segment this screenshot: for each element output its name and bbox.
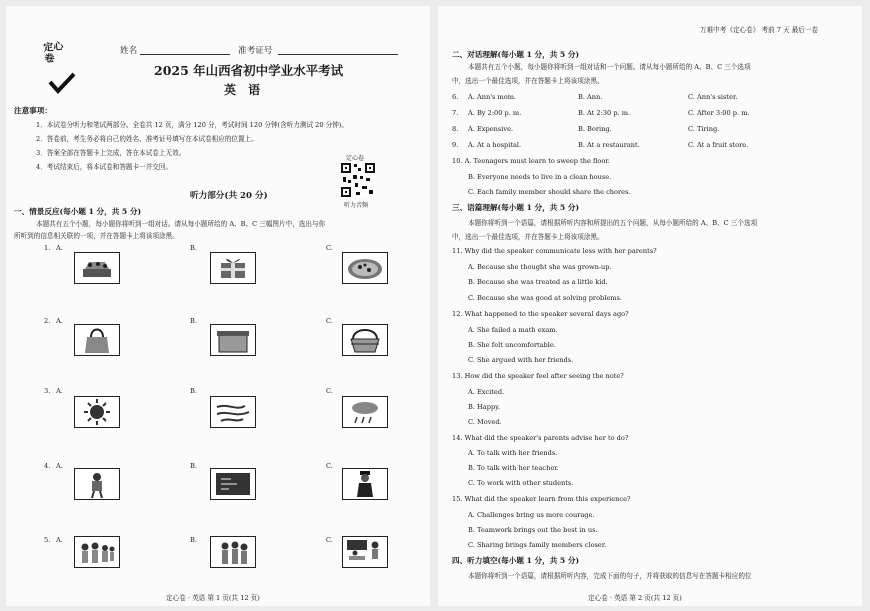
section-2-heading: 二、对话理解(每小题 1 分，共 5 分) [452,50,580,59]
option-letter: C. [326,387,333,395]
question-number: 6. [452,93,459,101]
option-b[interactable]: B. She felt uncomfortable. [468,341,556,349]
section-1-heading: 一、情景反应(每小题 1 分，共 5 分) [14,207,142,216]
section-1-intro: 本题共有五个小题，每小题你将听到一组对话。请从每小题所给的 A、B、C 三幅图片中，选出与你 [36,220,326,228]
id-blank[interactable] [278,54,398,55]
question-number: 9. [452,141,459,149]
notice-heading: 注意事项： [14,106,52,115]
question-number: 5. [44,536,51,544]
option-c[interactable]: C. Moved. [468,418,502,426]
question-number: 7. [452,109,459,117]
option-c[interactable]: C. After 3:00 p. m. [688,109,750,117]
section-4-heading: 四、听力填空(每小题 1 分，共 5 分) [452,556,580,565]
option-letter: B. [190,387,197,395]
option-letter: A. [56,462,63,470]
option-b[interactable]: B. At a restaurant. [578,141,640,149]
question-text: 12. What happened to the speaker several days ago? [452,310,629,318]
question-text: 15. What did the speaker learn from this experience? [452,495,631,503]
option-c[interactable]: C. Because she was good at solving problems. [468,294,623,302]
option-letter: A. [56,536,63,544]
option-c[interactable]: C. At a fruit store. [688,141,749,149]
option-letter: C. [326,536,333,544]
option-a[interactable]: A. To talk with her friends. [468,449,558,457]
question-text: 13. How did the speaker feel after seeing the note? [452,372,624,380]
option-b[interactable]: B. Boring. [578,125,612,133]
question-10-option-a[interactable]: 10. A. Teenagers must learn to sweep the floor. [452,157,610,165]
bag-icon[interactable] [74,324,120,356]
stamp-logo: 定心卷 [42,41,64,66]
option-letter: A. [56,317,63,325]
question-number: 1. [44,244,51,252]
question-text: 11. Why did the speaker communicate less with her parents? [452,247,657,255]
option-a[interactable]: A. Because she thought she was grown-up. [468,263,612,271]
option-letter: B. [190,536,197,544]
section-2-intro: 中，选出一个最佳选项，并在答题卡上将该项涂黑。 [452,77,604,85]
notice-item: 3．答案全部在答题卡上完成，答在本试卷上无效。 [36,149,186,157]
option-c[interactable]: C. Each family member should share the chores. [468,188,631,196]
checkmark-icon [48,72,76,94]
option-letter: C. [326,462,333,470]
option-a[interactable]: A. At a hospital. [468,141,522,149]
page-footer: 定心卷 · 英语 第 1 页(共 12 页) [166,594,260,602]
option-b[interactable]: B. Ann. [578,93,603,101]
classroom-icon[interactable] [342,536,388,568]
question-number: 3. [44,387,51,395]
option-c[interactable]: C. Tiring. [688,125,720,133]
wind-icon[interactable] [210,396,256,428]
family-icon[interactable] [74,536,120,568]
option-b[interactable]: B. Because she was treated as a little kid. [468,278,608,286]
box-icon[interactable] [210,324,256,356]
name-blank[interactable] [140,54,230,55]
option-b[interactable]: B. Happy. [468,403,501,411]
qr-caption-top: 定心卷 [346,155,365,162]
notice-item: 1．本试卷分听力和笔试两部分。全卷共 12 页，满分 120 分，考试时间 120 分钟(含听力测试 20 分钟)。 [36,121,349,129]
pizza-icon[interactable] [342,252,388,284]
question-number: 2. [44,317,51,325]
option-a[interactable]: A. Challenges bring us more courage. [468,511,595,519]
option-c[interactable]: C. Ann's sister. [688,93,738,101]
exam-title: 2025 年山西省初中学业水平考试 [154,63,344,78]
id-label: 准考证号 [238,46,273,56]
option-letter: B. [190,462,197,470]
exam-page-2 [438,6,862,606]
option-a[interactable]: A. Expensive. [468,125,514,133]
section-1-intro: 所听到的信息相关联的一项，并在答题卡上将该项涂黑。 [14,232,179,240]
qr-code-icon[interactable] [340,162,376,198]
question-text: 14. What did the speaker's parents advise her to do? [452,434,629,442]
option-a[interactable]: A. Excited. [468,388,505,396]
option-letter: A. [56,244,63,252]
option-letter: C. [326,244,333,252]
notice-item: 4．考试结束后，将本试卷和答题卡一并交回。 [36,163,173,171]
option-b[interactable]: B. Teamwork brings out the best in us. [468,526,598,534]
option-a[interactable]: A. Ann's mom. [468,93,517,101]
name-label: 姓名 [120,46,138,56]
option-letter: C. [326,317,333,325]
option-letter: B. [190,244,197,252]
section-3-heading: 三、语篇理解(每小题 1 分，共 5 分) [452,203,580,212]
option-c[interactable]: C. She argued with her friends. [468,356,574,364]
exam-page-1 [6,6,430,606]
option-b[interactable]: B. Everyone needs to live in a clean house. [468,173,612,181]
page-header: 万难中考《定心卷》 考前 7 天 最后一卷 [700,26,819,34]
notice-item: 2．答卷前，考生务必将自己的姓名、准考证号填写在本试卷相应的位置上。 [36,135,258,143]
sun-icon[interactable] [74,396,120,428]
listening-heading: 听力部分(共 20 分) [190,191,268,201]
option-a[interactable]: A. By 2:00 p. m. [468,109,522,117]
option-letter: B. [190,317,197,325]
blackboard-icon[interactable] [210,468,256,500]
rain-icon[interactable] [342,396,388,428]
student-icon[interactable] [74,468,120,500]
section-2-intro: 本题共有五个小题，每小题你将听到一组对话和一个问题。请从每小题所给的 A、B、C 三个选项 [468,63,751,71]
gift-icon[interactable] [210,252,256,284]
question-number: 4. [44,462,51,470]
page-footer: 定心卷 · 英语 第 2 页(共 12 页) [588,594,682,602]
friends-icon[interactable] [210,536,256,568]
option-a[interactable]: A. She failed a math exam. [468,326,558,334]
section-3-intro: 中，选出一个最佳选项，并在答题卡上将该项涂黑。 [452,233,604,241]
option-b[interactable]: B. At 2:30 p. m. [578,109,631,117]
cake-icon[interactable] [74,252,120,284]
option-c[interactable]: C. To work with other students. [468,479,574,487]
option-letter: A. [56,387,63,395]
subject-title: 英 语 [224,83,265,97]
man-icon[interactable] [342,468,388,500]
section-3-intro: 本题你将听到一个语篇，请根据所听内容和所提出的五个问题，从每小题所给的 A、B、C 三个选项 [468,219,758,227]
question-number: 8. [452,125,459,133]
qr-caption-bottom: 听力音频 [344,202,369,209]
basket-icon[interactable] [342,324,388,356]
section-4-intro: 本题你将听到一个语篇，请根据所听内容，完成下面的句子，并将获取的信息写在答题卡相应的位 [468,572,752,580]
option-c[interactable]: C. Sharing brings family members closer. [468,541,607,549]
option-b[interactable]: B. To talk with her teacher. [468,464,559,472]
